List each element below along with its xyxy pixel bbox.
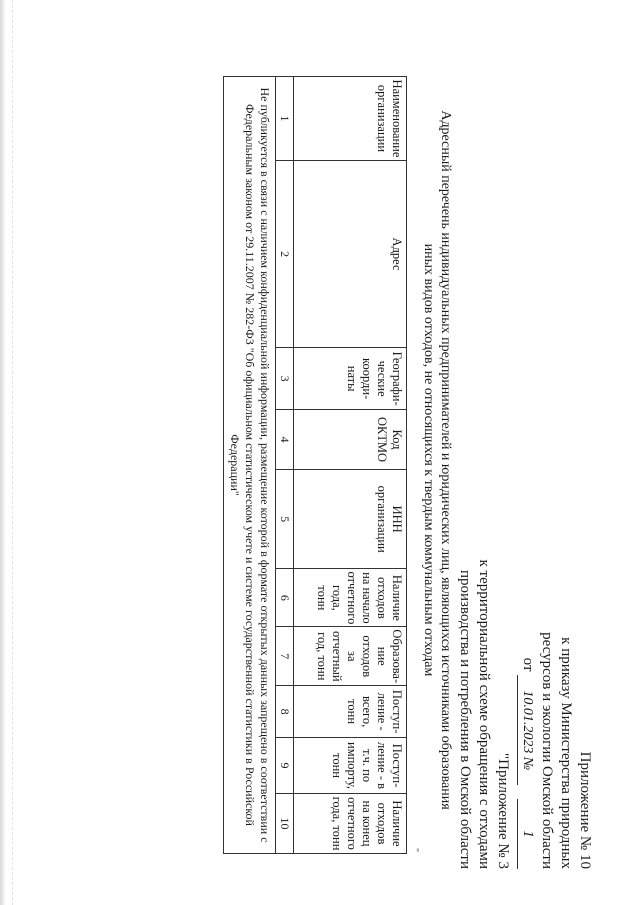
date-prefix: от: [520, 657, 536, 672]
confidentiality-note: Не публикуется в связи с наличием конфиденциальной информации, размещение которой в формате открытых данных запрещено в соответствии с Федеральным законом от 29.11.2007 № 282-ФЗ "Об официальном статистическом учете и системе государственной статистики в Российской Федерации": [224, 77, 276, 854]
column-header: Наличие отходов на начало отчетного года, тонн: [294, 569, 407, 627]
order-date-row: [517, 309, 537, 869]
column-header: Адрес: [294, 160, 407, 347]
column-number: 8: [276, 686, 294, 738]
confidentiality-note-row: [224, 77, 276, 854]
column-number: 7: [276, 627, 294, 686]
column-header: Наименование организации: [294, 77, 407, 161]
column-header: Наличие отходов на конец отчетного года, тонн: [294, 793, 407, 853]
column-number: 6: [276, 569, 294, 627]
column-header: Географи-ческие коорди-наты: [294, 348, 407, 410]
column-number: 1: [276, 77, 294, 161]
title-line-1: Адресный перечень индивидуальных предпринимателей и юридических лиц, являющихся источниками образования: [438, 110, 453, 810]
order-number: 1: [517, 799, 537, 869]
column-header: Образова-ние отходов за отчетный год, тонн: [294, 627, 407, 686]
scheme-reference: к территориальной схеме обращения с отходами: [476, 559, 492, 869]
document-title: [420, 70, 454, 850]
scheme-header: [455, 249, 512, 869]
column-header: ИНН организации: [294, 469, 407, 568]
column-header: Поступ-ление - всего, тонн: [294, 686, 407, 738]
table-header-row: [294, 77, 407, 854]
column-header: Код ОКТМО: [294, 410, 407, 470]
ministry-name: ресурсов и экологии Омской области: [539, 632, 555, 869]
title-line-2: иных видов отходов, не относящихся к твердым коммунальным отходам: [421, 243, 436, 677]
column-number: 9: [276, 738, 294, 794]
column-number: 3: [276, 348, 294, 410]
column-number: 2: [276, 160, 294, 347]
scheme-appendix: "Приложение № 3: [495, 753, 511, 869]
waste-sources-table: [223, 76, 407, 854]
column-header: Поступ-ление - в т.ч. по импорту, тонн: [294, 738, 407, 794]
order-header: [517, 309, 594, 869]
column-number: 5: [276, 469, 294, 568]
column-number-row: [276, 77, 294, 854]
order-date: 10.01.2023 №: [517, 675, 537, 785]
scheme-region: производства и потребления в Омской области: [457, 569, 473, 869]
column-number: 10: [276, 793, 294, 853]
appendix-number: Приложение № 10: [577, 751, 593, 869]
scan-mark: ": [409, 848, 420, 853]
order-reference: к приказу Министерства природных: [558, 637, 574, 869]
column-number: 4: [276, 410, 294, 470]
